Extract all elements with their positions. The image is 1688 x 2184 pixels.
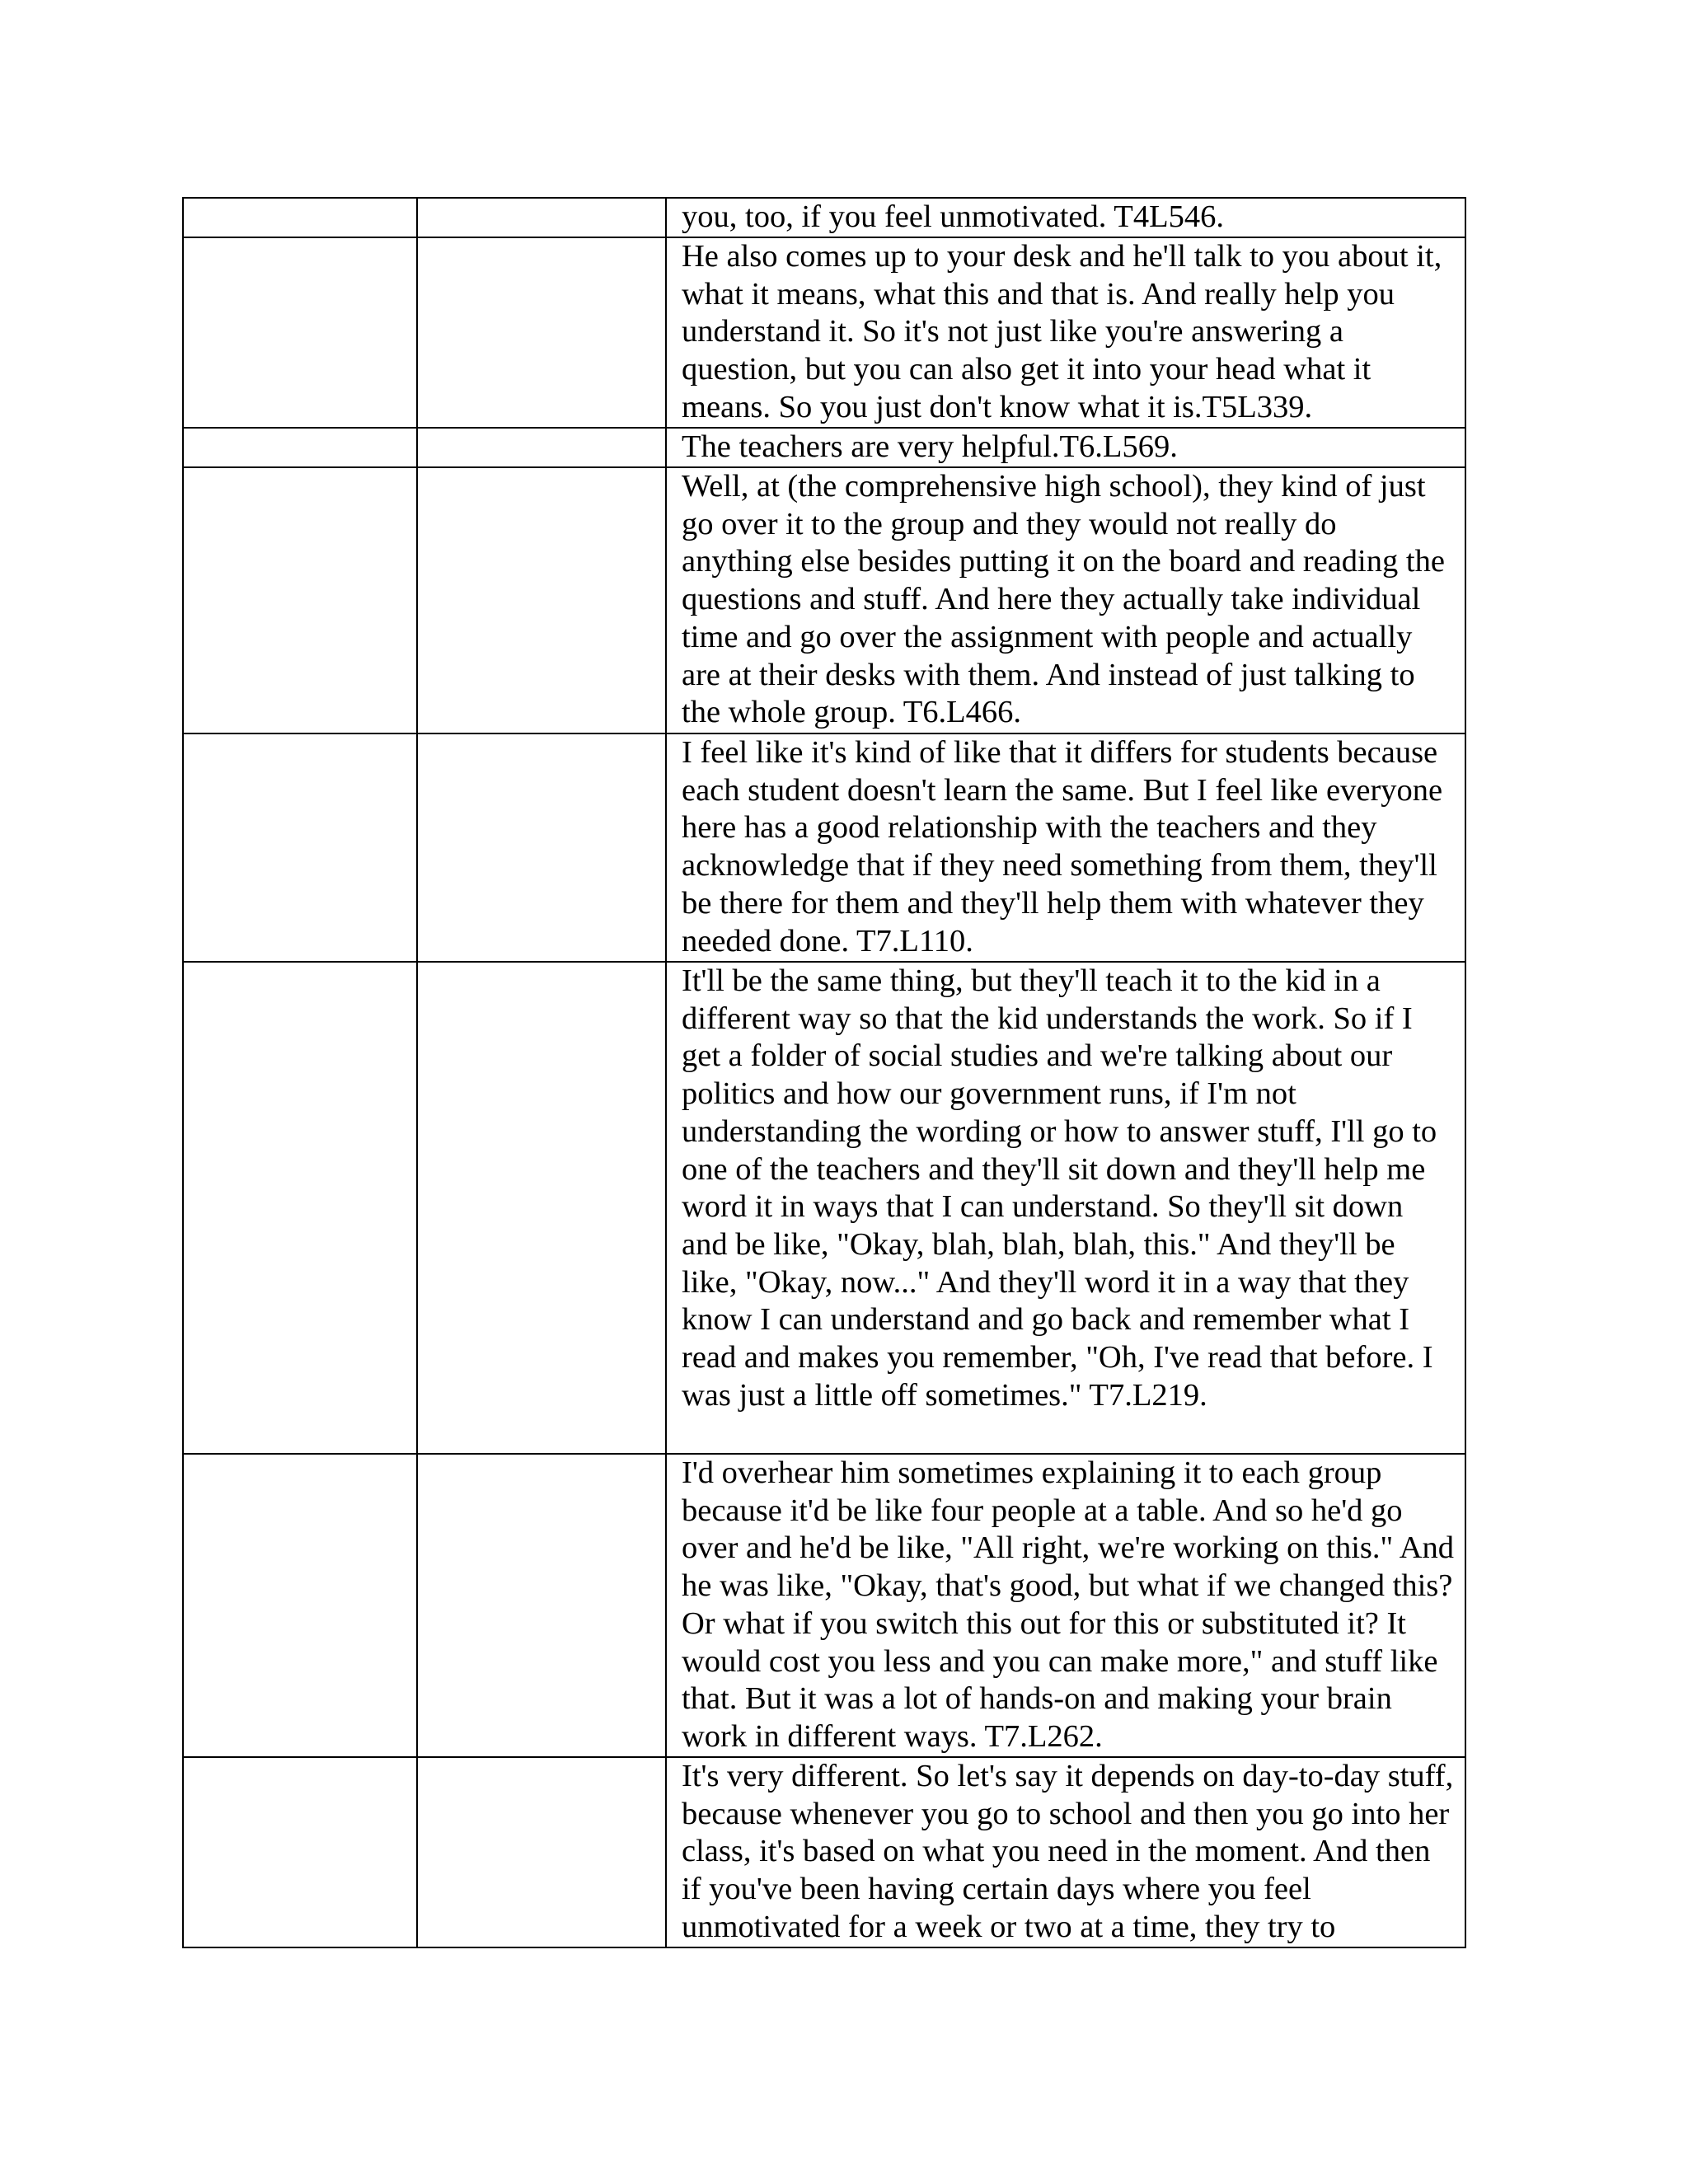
empty-cell-col2: [417, 1757, 666, 1947]
quotes-table: [182, 197, 1466, 1948]
quote-cell: I feel like it's kind of like that it differs for students because each student doesn't learn the same. But I feel like everyone here has a good relationship with the teachers and they acknowledge that if they need something from them, they'll be there for them and they'll help them with whatever they needed done. T7.L110.: [666, 733, 1465, 962]
table-row: [183, 198, 1465, 237]
table-row: [183, 962, 1465, 1454]
table-row: [183, 428, 1465, 467]
quote-cell: He also comes up to your desk and he'll talk to you about it, what it means, what this and that is. And really help you understand it. So it's not just like you're answering a question, but you can also get it into your head what it means. So you just don't know what it is.T5L339.: [666, 237, 1465, 428]
empty-cell-col2: [417, 1454, 666, 1757]
quote-cell: Well, at (the comprehensive high school), they kind of just go over it to the group and they would not really do anything else besides putting it on the board and reading the questions and stuff. And here they actually take individual time and go over the assignment with people and actually are at their desks with them. And instead of just talking to the whole group. T6.L466.: [666, 467, 1465, 733]
table-row: [183, 467, 1465, 733]
empty-cell-col1: [183, 733, 417, 962]
empty-cell-col1: [183, 428, 417, 467]
empty-cell-col2: [417, 428, 666, 467]
empty-cell-col2: [417, 733, 666, 962]
quote-cell: you, too, if you feel unmotivated. T4L546.: [666, 198, 1465, 237]
empty-cell-col2: [417, 962, 666, 1454]
table-row: [183, 733, 1465, 962]
empty-cell-col1: [183, 467, 417, 733]
empty-cell-col1: [183, 962, 417, 1454]
empty-cell-col2: [417, 467, 666, 733]
empty-cell-col1: [183, 1757, 417, 1947]
empty-cell-col1: [183, 1454, 417, 1757]
empty-cell-col1: [183, 198, 417, 237]
quote-cell: I'd overhear him sometimes explaining it to each group because it'd be like four people at a table. And so he'd go over and he'd be like, "All right, we're working on this." And he was like, "Okay, that's good, but what if we changed this? Or what if you switch this out for this or substituted it? It would cost you less and you can make more," and stuff like that. But it was a lot of hands-on and making your brain work in different ways. T7.L262.: [666, 1454, 1465, 1757]
table-row: [183, 1757, 1465, 1947]
empty-cell-col2: [417, 198, 666, 237]
table-row: [183, 237, 1465, 428]
empty-cell-col1: [183, 237, 417, 428]
quote-cell: It'll be the same thing, but they'll teach it to the kid in a different way so that the kid understands the work. So if I get a folder of social studies and we're talking about our politics and how our government runs, if I'm not understanding the wording or how to answer stuff, I'll go to one of the teachers and they'll sit down and they'll help me word it in ways that I can understand. So they'll sit down and be like, "Okay, blah, blah, blah, this." And they'll be like, "Okay, now..." And they'll word it in a way that they know I can understand and go back and remember what I read and makes you remember, "Oh, I've read that before. I was just a little off sometimes." T7.L219.: [666, 962, 1465, 1454]
quote-cell: The teachers are very helpful.T6.L569.: [666, 428, 1465, 467]
quote-cell: It's very different. So let's say it depends on day-to-day stuff, because whenever you go to school and then you go into her class, it's based on what you need in the moment. And then if you've been having certain days where you feel unmotivated for a week or two at a time, they try to: [666, 1757, 1465, 1947]
empty-cell-col2: [417, 237, 666, 428]
table-row: [183, 1454, 1465, 1757]
